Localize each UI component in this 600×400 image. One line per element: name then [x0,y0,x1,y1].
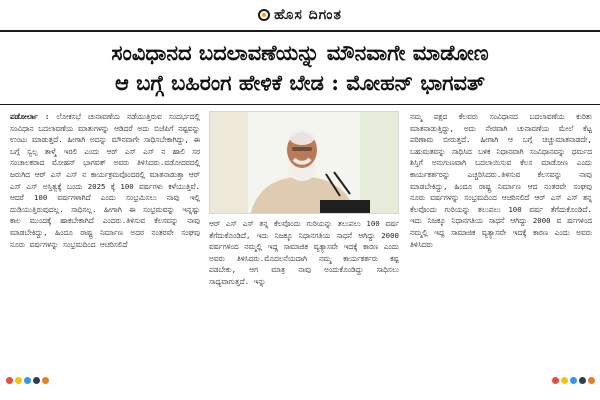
article-photo [209,111,399,214]
decorative-dots-right [552,377,595,385]
article-text-middle: ಆರ್ ಎಸ್ ಎಸ್ ತನ್ನ ಕೆಲವೊಂದು ಗುರಿಯನ್ನು ತಲುಪಲು 100 ವರ್ಷ ತೆಗೆದುಕೊಂಡಿದೆ, ಇದು ನಿಜಕ್ಕೂ ನಿಧಾನಗತಿಯ ಸಾಧನೆ ಆಗಿದ್ದು 2000 ವರ್ಷಗಳಿಂದ ನಮ್ಮಲ್ಲಿ ಇದ್ದ ಸಾಮಾಜಿಕ ವ್ಯತ್ಯಾಸವೇ ಇದಕ್ಕೆ ಕಾರಣ ಎಂದು ಅವರು ತಿಳಿಸಿದರು.ಮೊದಲನೆಯದಾಗಿ ನಮ್ಮ ಕಾರ್ಯಕರ್ತರು ಕಷ್ಟ ಪಡಬೇಕು, ಆಗ ಮಾತ್ರ ನಾವು ಅಂದುಕೊಂಡಿದ್ದು ಸಾಧಿಸಲು ಸಾಧ್ಯವಾಗುತ್ತದೆ. ಇನ್ನು [209,219,399,286]
dot-icon [588,377,595,384]
dateline: ಪಡೋರ್ಲಾ : [10,112,50,121]
article-text-left: ಲೋಕಸಭೆ ಚುನಾವಣೆಯ ನಡೆಯುತ್ತಿರುವ ಸಂದರ್ಭದಲ್ಲಿ ಸಂವಿಧಾನ ಬದಲಾವಣೆಯ ಮಾತುಗಳನ್ನು ಆಡಿದರೆ ಅದು ಬಿಜೆಪಿಗೆ ನಷ್ಟವನ್ನು ಉಂಟು ಮಾಡುತ್ತದೆ. ಹೀಗಾಗಿ ಅದನ್ನು ಮೌನವಾಗೇ ಸಾಧಿಸಬೇಕಾಗಿದ್ದು, ಈ ಬಗ್ಗೆ ಸ್ವಲ್ಪ ತಾಳ್ಮೆ ಇರಲಿ ಎಂದು ಆರ್ ಎಸ್ ಎಸ್ ನ ಹಾಲಿ ಸರ ಸಂಚಾಲಕರಾದ ಮೋಹನ್ ಭಾಗವತ್ ಅವರು ತಿಳಿಸಿದರು.ವಡೋದರದಲ್ಲಿ ಜರುಗಿದ ಆರ್ ಎಸ್ ಎಸ್ ನ ಕಾರ್ಯಕ್ರಮವೊಂದರಲ್ಲಿ ಮಾತನಾಡುತ್ತಾ ಆರ್ ಎಸ್ ಎಸ್ ಅಸ್ತಿತ್ವಕ್ಕೆ ಬಂದು 2025 ಕ್ಕೆ 100 ವರ್ಷಗಳು ಕಳೆಯುತ್ತಿವೆ. ಆದರೆ 100 ವರ್ಷಗಳಾಗಿದೆ ಎಂದು ಸಂಭ್ರಮಿಸಲು ನಾವು ಇಲ್ಲಿ ದುಡಿಯುತ್ತಿರುವುದಲ್ಲ. ಸಾಧಿಸಲ್ಲ. ಹೀಗಾಗಿ ಈ ಸಂಭ್ರಮವನ್ನು ಇನ್ನಷ್ಟು ಕಾಲ ಮುಂದಕ್ಕೆ ಹಾಕಬೇಕಾಗಿದೆ ಎಂದರು.ತಿಳಿಸುವ ಕೆಲಸವನ್ನು ನಾವು ಮಾಡಬೇಕಿದ್ದು, ಹಿಂದೂ ರಾಷ್ಟ್ರ ನಿರ್ಮಾಣ ಅದರ ನಂತರವೇ ಸಂಘವು ನೂರು ವರ್ಷಗಳನ್ನು ಸಂಭ್ರಮದಿಂದ ಆಚರಿಸಲಿದೆ [10,112,200,249]
dot-icon [33,377,40,384]
article-column-left [10,111,200,381]
masthead-logo [258,7,342,23]
headline-rule [0,104,600,105]
logo-icon [258,9,270,21]
dot-icon [561,377,568,384]
headline [10,38,590,98]
article-column-middle [209,218,399,383]
headline-line-2: ಆ ಬಗ್ಗೆ ಬಹಿರಂಗ ಹೇಳಿಕೆ ಬೇಡ : ಮೋಹನ್ ಭಾಗವತ್ [115,70,485,95]
masthead [0,0,600,30]
masthead-rule [0,30,600,32]
decorative-dots-left [6,377,49,385]
dot-icon [579,377,586,384]
dot-icon [42,377,49,384]
dot-icon [6,377,13,384]
dot-icon [24,377,31,384]
article-column-right [410,111,592,391]
speaker-photo-illustration [210,112,399,214]
dot-icon [15,377,22,384]
headline-line-1: ಸಂವಿಧಾನದ ಬದಲಾವಣೆಯನ್ನು ಮೌನವಾಗೇ ಮಾಡೋಣ [111,40,489,65]
dot-icon [570,377,577,384]
dot-icon [552,377,559,384]
paper-name: ಹೊಸ ದಿಗಂತ [274,7,342,23]
article-text-right: ನಮ್ಮ ಪಕ್ಷದ ಕೆಲವರು ಸಂವಿಧಾನದ ಬದಲಾವಣೆಯ ಕುರಿತು ಮಾತನಾಡುತ್ತಿದ್ದು, ಅದು ನೇರವಾಗಿ ಚುನಾವಣೆಯ ಮೇಲೆ ಕೆಟ್ಟ ಪರಿಣಾಮ ಬೀರುತ್ತದೆ. ಹೀಗಾಗಿ ಆ ಬಗ್ಗೆ ಚಿಚ್ಚುಮಾತನಾಡದೇ, ಬಹುಮತವನ್ನು ಸಾಧಿಸಿದ ಬಳಿಕ ನಿಧಾನವಾಗಿ ಸಂವಿಧಾನವನ್ನು ಧರ್ಮದ ಶಿಸ್ತಿಗೆ ಅನುಗುಣವಾಗಿ ಬದಲಾಯಿಸುವ ಕೆಲಸ ಮಾಡೋಣ ಎಂದು ಕಾರ್ಯಕರ್ತರನ್ನು ಎಚ್ಚರಿಸಿದರು.ತಿಳಿಸುವ ಕೆಲಸವನ್ನು ನಾವು ಮಾಡಬೇಕಿದ್ದು, ಹಿಂದೂ ರಾಷ್ಟ್ರ ನಿರ್ಮಾಣ ಆದ ನಂತರವೇ ಸಂಘವು ನೂರು ವರ್ಷಗಳನ್ನು ಸಂಭ್ರಮದಿಂದ ಆಚರಿಸಲಿದೆ ಆರ್ ಎಸ್ ಎಸ್ ತನ್ನ ಕೆಲವೊಂದು ಗುರಿಯನ್ನು ತಲುಪಲು 100 ವರ್ಷ ತೆಗೆದುಕೊಂಡಿದೆ. ಇದು ನಿಜಕ್ಕೂ ನಿಧಾನಗತಿಯ ಸಾಧನೆ ಆಗಿದ್ದು 2000 ವ ರ್ಷಗಳಿಂದ ನಮ್ಮಲ್ಲಿ ಇದ್ದ ಸಾಮಾಜಿಕ ವ್ಯತ್ಯಾಸವೇ ಇದಕ್ಕೆ ಕಾರಣ ಎಂದು ಅವರು ತಿಳಿಸಿದರು [410,112,592,249]
